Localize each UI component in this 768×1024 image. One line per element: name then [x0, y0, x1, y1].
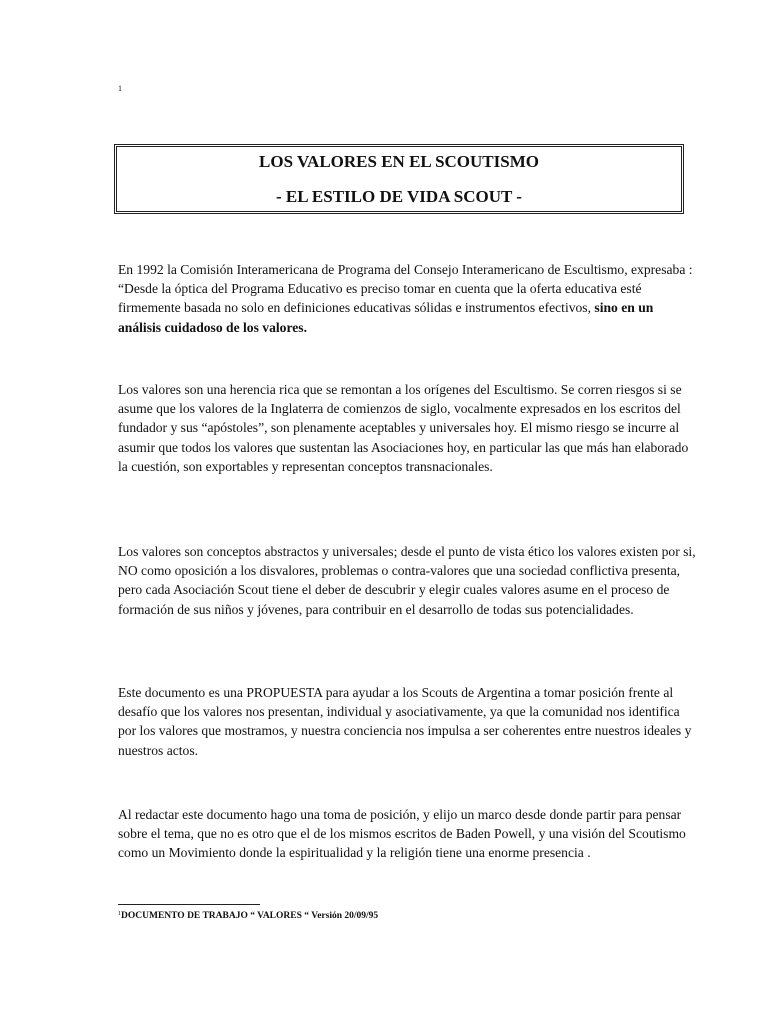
footnote	[118, 908, 378, 922]
title-box	[114, 144, 684, 214]
paragraph-intro	[118, 260, 698, 337]
footnote-divider	[118, 904, 260, 905]
document-title: LOS VALORES EN EL SCOUTISMO	[259, 152, 539, 171]
footnote-reference-marker: 1	[118, 84, 122, 93]
paragraph-intro-text: En 1992 la Comisión Interamericana de Programa del Consejo Interamericano de Escultismo, expresaba : “Desde la óptica del Programa Educativo es preciso tomar en cuenta que la oferta educativa esté firmemente basada no solo en definiciones educativas sólidas e instrumentos efectivos,	[118, 262, 693, 316]
footnote-mark: 1	[118, 911, 121, 917]
paragraph-abstract-values: Los valores son conceptos abstractos y universales; desde el punto de vista ético los valores existen por si, NO como oposición a los disvalores, problemas o contra-valores que una sociedad conflictiva presenta, pero cada Asociación Scout tiene el deber de descubrir y elegir cuales valores asume en el proceso de formación de sus niños y jóvenes, para contribuir en el desarrollo de todas sus potencialidades.	[118, 544, 696, 617]
paragraph-proposal: Este documento es una PROPUESTA para ayudar a los Scouts de Argentina a tomar posición frente al desafío que los valores nos presentan, individual y asociativamente, ya que la comunidad nos identifica por los valores que mostramos, y nuestra conciencia nos impulsa a ser coherentes entre nuestros ideales y nuestros actos.	[118, 685, 692, 758]
footnote-text: DOCUMENTO DE TRABAJO “ VALORES “ Versión 20/09/95	[121, 911, 379, 921]
document-subtitle: - EL ESTILO DE VIDA SCOUT -	[276, 187, 522, 206]
paragraph-framework: Al redactar este documento hago una toma de posición, y elijo un marco desde donde partir para pensar sobre el tema, que no es otro que el de los mismos escritos de Baden Powell, y una visión del Scoutismo como un Movimiento donde la espiritualidad y la religión tiene una enorme presencia .	[118, 807, 686, 861]
paragraph-heritage: Los valores son una herencia rica que se remontan a los orígenes del Escultismo. Se corren riesgos si se asume que los valores de la Inglaterra de comienzos de siglo, vocalmente expresados en los escritos del fundador y sus “apóstoles”, son plenamente aceptables y universales hoy. El mismo riesgo se incurre al asumir que todos los valores que sustentan las Asociaciones hoy, en particular las que más han elaborado la cuestión, son exportables y representan conceptos transnacionales.	[118, 382, 689, 474]
paragraph-intro-emphasis: sino en un análisis cuidadoso de los valores.	[118, 300, 654, 335]
